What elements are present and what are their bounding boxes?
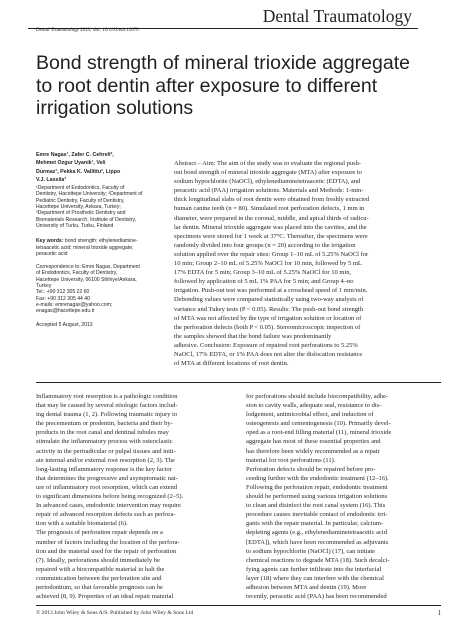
body-line: communication between the perforation site and bbox=[36, 574, 162, 582]
abstract-line: diameter, were prepared in the coronal, middle, and apical thirds of radicu- bbox=[174, 214, 369, 222]
page-footer bbox=[36, 610, 441, 616]
affiliation-line: University of Turku, Turku, Finland bbox=[36, 222, 114, 229]
abstract-line: thick longitudinal slabs of root dentin were obtained from freshly extracted bbox=[174, 196, 370, 204]
body-line: Following the perforation repair, endodontic treatment bbox=[246, 483, 388, 491]
doi-line: Dental Traumatology 2013; doi: 10.1111/edt.12070 bbox=[36, 28, 139, 33]
body-line: sion to cavity walls, adequate seal, resistance to dis- bbox=[246, 402, 382, 410]
body-line: aggregate has most of these essential properties and bbox=[246, 438, 381, 446]
body-line: that determines the progressive and asymptomatic nat- bbox=[36, 474, 178, 482]
affiliation-line: ¹Department of Endodontics, Faculty of bbox=[36, 185, 125, 192]
page-number: 1 bbox=[437, 609, 441, 617]
author-info-column bbox=[36, 151, 160, 328]
keywords-line: tetraacetic acid; mineral trioxide aggregate; bbox=[36, 244, 134, 251]
author-line: Mehmet Ozgur Uyanik¹, Veli bbox=[36, 160, 106, 167]
keywords bbox=[36, 238, 160, 257]
affiliation-line: Biomaterials Research, Institute of Dentistry, bbox=[36, 216, 137, 223]
body-line: to sodium hypochlorite (NaOCl) (17), can initiate bbox=[246, 547, 376, 555]
body-line: In advanced cases, endodontic intervention may require bbox=[36, 502, 181, 510]
body-line: should be performed using various irrigation solutions bbox=[246, 493, 388, 501]
body-line: osteogenesis and cementogenesis (10). Primarily devel- bbox=[246, 420, 391, 428]
body-line: oped as a root-end filling material (11), mineral trioxide bbox=[246, 429, 392, 437]
abstract-line: human canine teeth (n = 80). Simulated root perforation defects, 1 mm in bbox=[174, 205, 365, 213]
abstract-line: sodium hypochlorite (NaOCl), ethylenediaminetetraacetic (EDTA), and bbox=[174, 178, 361, 186]
body-line: adhesion between MTA and dentin (19). More bbox=[246, 583, 367, 591]
body-line: has therefore been widely recommended as a repair bbox=[246, 447, 380, 455]
correspondence-line: of Endodontics, Faculty of Dentistry, bbox=[36, 270, 118, 277]
body-line: fying agents can further infiltrate into the interfacial bbox=[246, 565, 382, 573]
body-line: ing dental trauma (1, 2). Following traumatic injury to bbox=[36, 411, 178, 419]
abstract-line: adhesive. Conclusion: Exposure of repaired root perforations to 5.25% bbox=[174, 341, 358, 349]
body-line: long-lasting inflammatory response is the key factor bbox=[36, 465, 172, 473]
abstract-line: Debonding values were compared statistically using two-way analysis of bbox=[174, 296, 364, 304]
body-line: stimulate the inflammatory process with osteoclastic bbox=[36, 438, 173, 446]
abstract-line: the samples showed that the bond failure was predominantly bbox=[174, 332, 332, 340]
body-column-left bbox=[36, 392, 232, 601]
abstract-line: irrigation. Push-out test was performed at a crosshead speed of 1 mm/min. bbox=[174, 287, 368, 295]
body-line: to clean and disinfect the root canal system (16). This bbox=[246, 502, 386, 510]
correspondence-line: Tel.: +90 312 305 22 60 bbox=[36, 289, 90, 296]
journal-name: Dental Traumatology bbox=[262, 6, 412, 26]
keywords-label: Key words: bbox=[36, 238, 64, 245]
title-line: Bond strength of mineral trioxide aggregate bbox=[36, 52, 410, 74]
body-line: activity in the periradicular or pulpal tissues and initi- bbox=[36, 447, 176, 455]
correspondence-line: Turkey bbox=[36, 283, 52, 290]
affiliations bbox=[36, 185, 160, 229]
affiliation-line: Hacettepe University, Ankara, Turkey; bbox=[36, 204, 121, 211]
correspondence-line: e-mails: emrenagas@yahoo.com; bbox=[36, 301, 113, 308]
accepted-date: Accepted 5 August, 2013 bbox=[36, 321, 93, 328]
affiliation-line: Dentistry, Hacettepe University; ²Department of bbox=[36, 191, 143, 198]
abstract bbox=[174, 159, 440, 368]
abstract-line: 10 min; Group 2–10 mL of 5.25% NaOCl for 10 min, followed by 5 mL bbox=[174, 260, 362, 268]
abstract-line: followed by application of 5 mL 1% PAA for 5 min; and Group 4–no bbox=[174, 278, 354, 286]
body-line: gants with the repair material. In particular, calcium- bbox=[246, 520, 384, 528]
body-line: ceeding further with the endodontic treatment (12–16). bbox=[246, 474, 389, 482]
body-line: for perforations should include biocompatibility, adhe- bbox=[246, 393, 389, 400]
abstract-line: specimens were stored for 1 week at 37°C. Thereafter, the specimens were bbox=[174, 232, 368, 240]
correspondence-line: Fax: +90 312 305 44 40 bbox=[36, 295, 90, 302]
affiliation-line: ³Department of Prosthetic Dentistry and bbox=[36, 210, 126, 217]
keywords-line: peracetic acid bbox=[36, 250, 68, 257]
correspondence-line: Hacettepe University, 06100 Sihhiye/Ankara, bbox=[36, 276, 137, 283]
author-line: Emre Nagas¹, Zafer C. Cehreli², bbox=[36, 152, 114, 158]
affiliation-line: Pediatric Dentistry, Faculty of Dentistry, bbox=[36, 197, 125, 204]
copyright-notice: © 2013 John Wiley & Sons A/S. Published by John Wiley & Sons Ltd bbox=[36, 610, 194, 616]
footer-rule bbox=[36, 605, 441, 606]
body-line: achieved (8, 9). Properties of an ideal repair material bbox=[36, 593, 174, 601]
abstract-line: variance and Tukey tests (P < 0.05). Results: The push-out bond strength bbox=[174, 305, 364, 313]
body-line: ate internal and/or external root resorption (2, 3). The bbox=[36, 456, 175, 464]
abstract-line: lar dentin. Mineral trioxide aggregate was placed into the cavities, and the bbox=[174, 223, 367, 231]
body-line: periodontium, so that favorable prognosis can be bbox=[36, 583, 163, 591]
body-line: tion and the material used for the repair of perforation bbox=[36, 547, 177, 555]
abstract-line: of MTA at different locations of root dentin. bbox=[174, 360, 289, 368]
correspondence bbox=[36, 264, 160, 314]
body-line: layer (18) where they can interfere with the chemical bbox=[246, 574, 384, 582]
body-line: (7). Ideally, perforations should immediately be bbox=[36, 556, 160, 564]
abstract-line: solution applied over the repair sites: Group 1–10 mL of 5.25% NaOCl for bbox=[174, 250, 369, 258]
body-line: tion with a suitable biomaterial (6). bbox=[36, 520, 128, 528]
body-line: ure of inflammatory root resorption, which can extend bbox=[36, 483, 178, 491]
title-line: to root dentin after exposure to different bbox=[36, 74, 378, 97]
abstract-line: out bond strength of mineral trioxide aggregate (MTA) after exposure to bbox=[174, 169, 362, 177]
author-list bbox=[36, 151, 160, 184]
body-line: chemical reactions to degrade MTA (18). Such decalci- bbox=[246, 556, 390, 564]
journal-header bbox=[28, 6, 418, 26]
body-column-right bbox=[246, 392, 442, 601]
body-line: procedure causes inevitable contact of endodontic irri- bbox=[246, 511, 388, 519]
body-line: Perforation defects should be repaired before pro- bbox=[246, 465, 376, 473]
abstract-rule bbox=[36, 382, 441, 383]
keywords-text: bond strength; ethylenediamine- bbox=[63, 238, 138, 245]
abstract-line: Abstract – Aim: The aim of the study was to evaluate the regional push- bbox=[174, 160, 362, 167]
article-title bbox=[36, 52, 446, 120]
abstract-line: peracetic acid (PAA) irrigation solutions. Materials and Methods: 1-mm- bbox=[174, 187, 364, 195]
author-line: V.J. Lassila³ bbox=[36, 176, 67, 183]
body-line: The prognosis of perforation repair depends on a bbox=[36, 529, 163, 537]
body-line: [EDTA]), which have been recommended as adjuvants bbox=[246, 538, 389, 546]
abstract-line: 17% EDTA for 5 min; Group 3–10 mL of 5.25% NaOCl for 10 min, bbox=[174, 269, 352, 277]
body-line: lodgement, antimicrobial effect, and induction of bbox=[246, 411, 374, 419]
body-line: to significant dimensions before being recognized (2–5). bbox=[36, 493, 184, 501]
body-line: material for root perforations (11). bbox=[246, 456, 336, 464]
body-line: that may be caused by several etiologic factors includ- bbox=[36, 402, 178, 410]
body-line: number of factors including the location of the perfora- bbox=[36, 538, 180, 546]
body-line: repaired with a biocompatible material to halt the bbox=[36, 565, 165, 573]
body-line: repair of advanced resorption defects such as perfora- bbox=[36, 511, 176, 519]
abstract-line: randomly divided into four groups (n = 20) according to the irrigation bbox=[174, 241, 356, 249]
abstract-line: of MTA was not affected by the type of irrigation solution or location of bbox=[174, 314, 362, 322]
body-line: products in the root canal and dentinal tubules may bbox=[36, 429, 169, 437]
correspondence-line: Correspondence to: Emre Nagas, Department bbox=[36, 264, 140, 271]
body-line: Inflammatory root resorption is a pathologic condition bbox=[36, 393, 178, 400]
abstract-line: the perforation defects (both P < 0.05). Stereomicroscopic inspection of bbox=[174, 323, 361, 331]
author-line: Durmaz¹, Pekka K. Vallittu³, Lippo bbox=[36, 168, 121, 175]
body-line: the precementum or predentin, bacteria and their by- bbox=[36, 420, 173, 428]
abstract-line: NaOCl, 17% EDTA, or 1% PAA does not alter the dislocation resistance bbox=[174, 350, 363, 358]
correspondence-line: enagas@hacettepe.edu.tr bbox=[36, 308, 95, 315]
body-line: depleting agents (e.g., ethylenediaminetetraacetic acid bbox=[246, 529, 387, 537]
title-line: irrigation solutions bbox=[36, 97, 194, 119]
body-line: recently, peracetic acid (PAA) has been recommended bbox=[246, 593, 387, 601]
